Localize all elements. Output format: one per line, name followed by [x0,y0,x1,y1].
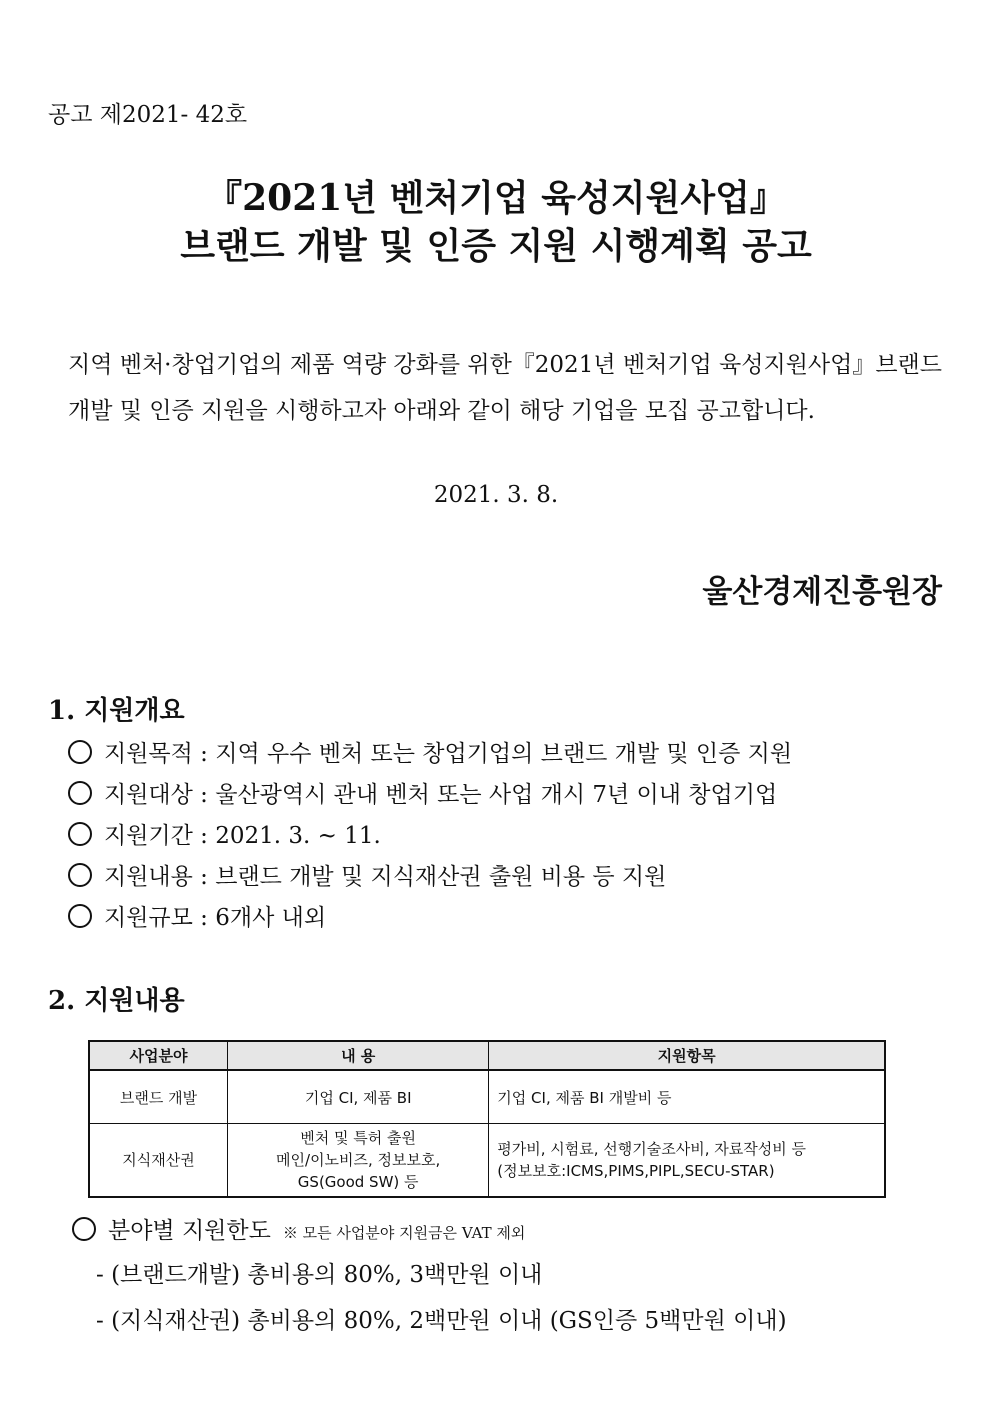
overview-item: 지원내용 : 브랜드 개발 및 지식재산권 출원 비용 등 지원 [68,857,792,898]
overview-item: 지원목적 : 지역 우수 벤처 또는 창업기업의 브랜드 개발 및 인증 지원 [68,734,792,775]
title-line-2: 브랜드 개발 및 인증 지원 시행계획 공고 [180,225,812,267]
overview-item: 지원규모 : 6개사 내외 [68,898,792,939]
circle-bullet-icon [68,822,92,846]
cell-field: 브랜드 개발 [89,1070,228,1124]
overview-item: 지원기간 : 2021. 3. ~ 11. [68,816,792,857]
circle-bullet-icon [68,781,92,805]
support-limit-title: 분야별 지원한도 ※ 모든 사업분야 지원금은 VAT 제외 [72,1212,525,1245]
table-header-row [89,1041,885,1070]
intro-line-2: 개발 및 인증 지원을 시행하고자 아래와 같이 해당 기업을 모집 공고합니다. [68,398,815,424]
vat-note: ※ 모든 사업분야 지원금은 VAT 제외 [282,1224,526,1242]
cell-field: 지식재산권 [89,1124,228,1198]
cell-content: 벤처 및 특허 출원 메인/이노비즈, 정보보호, GS(Good SW) 등 [228,1124,489,1198]
intro-paragraph [68,342,958,434]
header-field: 사업분야 [89,1041,228,1070]
circle-bullet-icon [68,904,92,928]
circle-bullet-icon [68,863,92,887]
intro-line-1: 지역 벤처·창업기업의 제품 역량 강화를 위한『2021년 벤처기업 육성지원사업』브랜드 [68,352,942,378]
section-1-heading: 1. 지원개요 [48,696,185,726]
notice-date: 2021. 3. 8. [433,482,559,508]
overview-list [68,734,792,939]
header-content: 내 용 [228,1041,489,1070]
table-row [89,1070,885,1124]
circle-bullet-icon [72,1217,96,1241]
cell-content: 기업 CI, 제품 BI [228,1070,489,1124]
limit-item-ip: - (지식재산권) 총비용의 80%, 2백만원 이내 (GS인증 5백만원 이내) [96,1308,787,1334]
cell-items: 평가비, 시험료, 선행기술조사비, 자료작성비 등 (정보보호:ICMS,PIMS,PIPL,SECU-STAR) [489,1124,885,1198]
notice-number: 공고 제2021- 42호 [48,102,248,128]
organization-name: 울산경제진흥원장 [702,574,942,610]
table-row [89,1124,885,1198]
section-2-heading: 2. 지원내용 [48,986,185,1016]
header-items: 지원항목 [489,1041,885,1070]
title-line-1: 『2021년 벤처기업 육성지원사업』 [206,177,786,219]
support-table [88,1040,886,1198]
limit-item-brand: - (브랜드개발) 총비용의 80%, 3백만원 이내 [96,1262,543,1288]
cell-items: 기업 CI, 제품 BI 개발비 등 [489,1070,885,1124]
overview-item: 지원대상 : 울산광역시 관내 벤처 또는 사업 개시 7년 이내 창업기업 [68,775,792,816]
circle-bullet-icon [68,740,92,764]
